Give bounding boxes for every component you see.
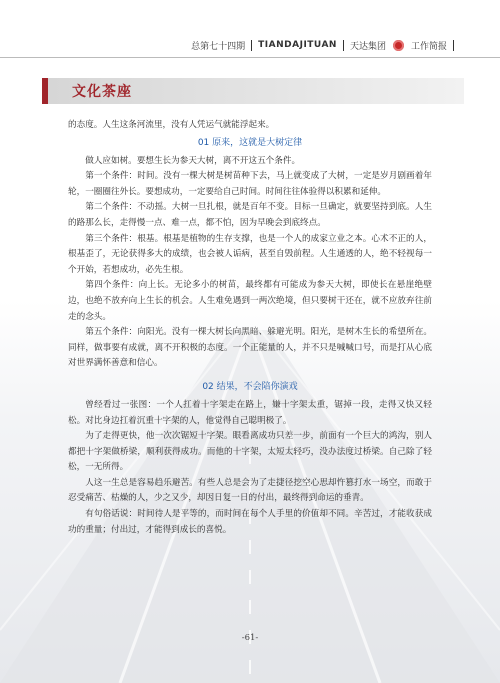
article-paragraph: 曾经看过一张图：一个人扛着十字架走在路上，嫌十字架太重，锯掉一段，走得又快又轻松。对比身边扛着沉重十字架的人，他觉得自己聪明极了。 xyxy=(68,399,432,426)
header-divider xyxy=(343,40,344,51)
article-paragraph: 第五个条件：向阳光。没有一棵大树长向黑暗、躲避光明。阳光，是树木生长的希望所在。同样，做事要有成就，离不开积极的态度。一个正能量的人，并不只是喊喊口号，而是打从心底对世界满怀善意和信心。 xyxy=(68,327,432,369)
article-paragraph: 第二个条件：不动摇。大树一旦扎根，就是百年不变。目标一旦确定，就要坚持到底。人生的路那么长，走得慢一点、难一点，都不怕，因为早晚会到底终点。 xyxy=(68,202,432,228)
section-heading-1: 01 原来，这就是大树定律 xyxy=(197,137,303,148)
article-paragraph: 第一个条件：时间。没有一棵大树是树苗种下去，马上就变成了大树，一定是岁月剧画着年轮，一圈圈往外长。要想成功，一定要给自己时间。时间往往体验得以积累和延伸。 xyxy=(68,171,432,197)
article-paragraph: 人这一生总是容易趋乐避苦。有些人总是会为了走捷径挖空心思却忤篡打水一场空，而敢于忍受痛苦、枯燥的人，少之又少，却因日复一日的付出，最终得到命运的垂青。 xyxy=(68,477,432,504)
page-header xyxy=(191,38,454,52)
newsletter-name: 工作简报 xyxy=(410,41,447,52)
section-banner xyxy=(42,78,464,104)
article-body xyxy=(68,118,432,538)
article-paragraph: 做人应如树。要想生长为参天大树，离不开这五个条件。 xyxy=(85,155,301,166)
group-name: 天达集团 xyxy=(349,41,386,52)
article-paragraph: 为了走得更快，他一次次锯短十字架。眼看离成功只差一步，前面有一个巨大的鸿沟，别人都把十字架做桥梁，顺利获得成功。而他的十字架，太短太轻巧，没办法度过桥梁。自己除了轻松，一无所得。 xyxy=(68,431,432,473)
publication-name: TIANDAJITUAN xyxy=(258,40,337,50)
article-paragraph: 第四个条件：向上长。无论多小的树苗，最终都有可能成为参天大树，即使长在悬崖绝壁边，也绝不放弃向上生长的机会。人生难免遇到一两次绝境，但只要树干还在，就不应放弃往前走的念头。 xyxy=(68,280,432,322)
intro-paragraph: 的态度。人生这条河流里，没有人凭运气就能浮起来。 xyxy=(68,120,275,130)
header-divider xyxy=(453,40,454,51)
issue-number: 总第七十四期 xyxy=(191,41,246,52)
section-title: 文化茶座 xyxy=(72,84,132,100)
page-number: -61- xyxy=(241,633,259,643)
article-paragraph: 第三个条件：根基。根基是植物的生存支撑，也是一个人的成家立业之本。心术不正的人，根基歪了，无论获得多大的成绩，也会被人诟病，甚至自毁前程。人生通透的人，绝不轻视每一个开始，若想成功，必先生根。 xyxy=(68,233,432,275)
section-heading-2: 02 结果，不会陪你演戏 xyxy=(202,381,298,392)
company-logo-icon xyxy=(393,40,404,51)
header-rule xyxy=(0,57,500,58)
article-paragraph: 有句俗话说：时间待人是平等的，而时间在每个人手里的价值却不同。辛苦过，才能收获成功的重量；付出过，才能得到成长的喜悦。 xyxy=(68,509,432,535)
header-divider xyxy=(251,40,252,51)
